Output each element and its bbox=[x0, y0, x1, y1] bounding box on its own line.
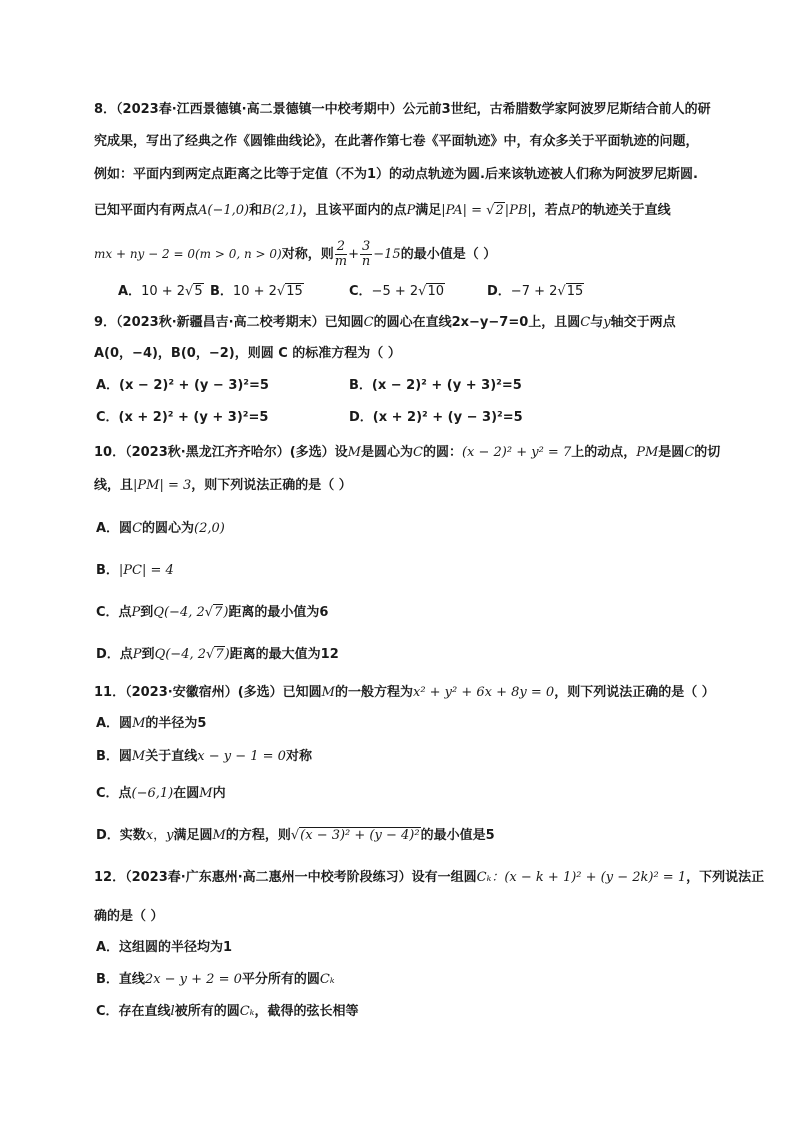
option-value: 10 + 2 bbox=[232, 284, 277, 299]
var-y: y bbox=[603, 315, 611, 330]
q12-text-1a: 12．（2023春·广东惠州·高二惠州一中校考阶段练习）设有一组圆 bbox=[94, 870, 477, 885]
q12-text-1b: ，下列说法正 bbox=[686, 870, 765, 885]
q10-option-d[interactable] bbox=[96, 646, 339, 664]
line-equation: 2x − y + 2 = 0 bbox=[144, 972, 242, 987]
q10-text-1d: 上的动点， bbox=[571, 445, 637, 460]
circle-c-2: C bbox=[580, 315, 591, 330]
option-text: A．这组圆的半径均为1 bbox=[96, 940, 233, 955]
option-text: 的半径为5 bbox=[145, 716, 207, 731]
sqrt-icon: √ bbox=[290, 828, 300, 843]
q10-option-a[interactable] bbox=[96, 520, 225, 538]
point-m: M bbox=[347, 445, 361, 460]
cond-left: |PA| = bbox=[441, 203, 487, 218]
circle-m: M bbox=[212, 828, 226, 843]
point-p: P bbox=[131, 605, 141, 620]
distance-expr: (x − 3)² + (y − 4)² bbox=[300, 828, 420, 843]
frac1-num: 2 bbox=[335, 240, 347, 255]
q9-text-1c: 上，且圆 bbox=[528, 315, 581, 330]
circle-ck: Cₖ bbox=[319, 972, 335, 987]
line-l: l bbox=[170, 1004, 175, 1019]
q9-option-a[interactable] bbox=[96, 377, 269, 395]
point-q-close: ) bbox=[224, 647, 230, 662]
point-q: Q bbox=[153, 605, 164, 620]
option-text: 到 bbox=[141, 647, 155, 662]
center-point: (2,0) bbox=[194, 521, 225, 536]
q10-text-1b: 是圆心为 bbox=[360, 445, 413, 460]
q10-option-c[interactable] bbox=[96, 604, 328, 622]
option-text: 内 bbox=[212, 786, 226, 801]
point-p: P bbox=[406, 203, 416, 218]
q11-line-1 bbox=[94, 684, 715, 702]
option-text: 的圆心为 bbox=[142, 521, 195, 536]
line-equation: x − y − 1 = 0 bbox=[197, 749, 286, 764]
circle-c: C bbox=[132, 521, 143, 536]
sqrt-icon: √ bbox=[206, 647, 215, 662]
option-text: B． bbox=[96, 563, 119, 578]
point-b: B(2,1) bbox=[262, 203, 303, 218]
q8-text-4a: 已知平面内有两点 bbox=[94, 203, 199, 218]
q8-text-4e: ，若点 bbox=[531, 203, 571, 218]
point-p: P bbox=[132, 647, 142, 662]
q8-option-a[interactable] bbox=[118, 283, 204, 301]
sqrt-icon: √ bbox=[185, 284, 194, 299]
q8-option-c[interactable] bbox=[349, 283, 445, 301]
option-text: 平分所有的圆 bbox=[241, 972, 320, 987]
sqrt-icon: √ bbox=[276, 284, 286, 299]
option-label: C． bbox=[349, 284, 372, 299]
option-text: C．点 bbox=[96, 605, 132, 620]
point-q-close: ) bbox=[223, 605, 229, 620]
pc-length: |PC| = 4 bbox=[118, 563, 174, 578]
q8-text-3: 例如：平面内到两定点距离之比等于定值（不为1）的动点轨迹为圆.后来该轨迹被人们称为阿波罗尼斯圆. bbox=[94, 167, 698, 182]
q8-line-4 bbox=[94, 202, 671, 220]
option-text: A．圆 bbox=[96, 521, 133, 536]
q8-line-5 bbox=[94, 240, 496, 269]
q9-option-b[interactable] bbox=[349, 377, 522, 395]
q8-line-1 bbox=[94, 101, 711, 119]
option-text: C．存在直线 bbox=[96, 1004, 171, 1019]
q8-line-2 bbox=[94, 133, 699, 151]
q9-text-2: A(0，−4)，B(0，−2)，则圆 C 的标准方程为（ ） bbox=[94, 346, 401, 361]
q12-option-c[interactable] bbox=[96, 1003, 358, 1021]
cond-sqrt: 2 bbox=[495, 203, 504, 218]
q9-option-c[interactable] bbox=[96, 409, 268, 427]
q9-text-1a: 9．（2023秋·新疆昌吉·高二校考期末）已知圆 bbox=[94, 315, 364, 330]
option-value: 10 + 2 bbox=[141, 284, 186, 299]
point-q-coords: (−4, 2 bbox=[165, 647, 207, 662]
option-text: 关于直线 bbox=[145, 749, 198, 764]
option-text: D．点 bbox=[96, 647, 133, 662]
q8-text-4d: 满足 bbox=[415, 203, 442, 218]
option-text: 距离的最大值为12 bbox=[229, 647, 339, 662]
frac2-num: 3 bbox=[361, 239, 371, 254]
q8-text-4c: ，且该平面内的点 bbox=[302, 203, 407, 218]
option-text: 被所有的圆 bbox=[174, 1004, 240, 1019]
q11-text-1a: 11．（2023·安徽宿州）(多选）已知圆 bbox=[94, 685, 322, 700]
comma: ， bbox=[153, 828, 167, 843]
line-equation: 2x−y−7=0 bbox=[451, 315, 529, 330]
q10-text-1e: 是圆 bbox=[658, 445, 685, 460]
option-text: A．(x − 2)² + (y − 3)²=5 bbox=[96, 378, 269, 393]
pm-length: |PM| = 3 bbox=[133, 478, 192, 493]
option-text: 的方程，则 bbox=[225, 828, 291, 843]
var-y: y bbox=[166, 828, 174, 843]
q10-text-1c: 的圆： bbox=[422, 445, 462, 460]
option-text: C．(x + 2)² + (y + 3)²=5 bbox=[96, 410, 269, 425]
q10-text-1a: 10．（2023秋·黑龙江齐齐哈尔）(多选）设 bbox=[94, 445, 348, 460]
circle-c-2: C bbox=[684, 445, 695, 460]
option-label: B． bbox=[210, 284, 233, 299]
line-equation: mx + ny − 2 = 0(m > 0, n > 0) bbox=[94, 247, 282, 261]
option-sqrt: 15 bbox=[286, 284, 303, 299]
option-sqrt: 7 bbox=[215, 647, 224, 662]
sqrt-icon: √ bbox=[557, 284, 566, 299]
circle-ck: Cₖ bbox=[476, 870, 492, 885]
q8-text-5a: 对称，则 bbox=[281, 247, 334, 262]
q10-text-1f: 的切 bbox=[694, 445, 721, 460]
q8-option-b[interactable] bbox=[210, 283, 304, 301]
q9-line-1 bbox=[94, 314, 676, 332]
q11-option-d[interactable] bbox=[96, 827, 495, 845]
option-text: C．点 bbox=[96, 786, 132, 801]
q10-line-1 bbox=[94, 444, 720, 462]
option-sqrt: 15 bbox=[566, 284, 584, 299]
point-p-2: P bbox=[570, 203, 580, 218]
q10-line-2 bbox=[94, 477, 352, 495]
option-sqrt: 10 bbox=[427, 284, 444, 299]
point: (−6,1) bbox=[131, 786, 174, 801]
q9-line-2 bbox=[94, 345, 401, 363]
q12-option-a[interactable] bbox=[96, 939, 232, 957]
plus-sign: + bbox=[348, 247, 359, 262]
fraction-2-over-m bbox=[335, 240, 347, 269]
q8-text-4f: 的轨迹关于直线 bbox=[579, 203, 671, 218]
q9-text-1b: 的圆心在直线 bbox=[373, 315, 452, 330]
option-text: 到 bbox=[140, 605, 154, 620]
circle-m: M bbox=[321, 685, 335, 700]
option-value: −5 + 2 bbox=[371, 284, 419, 299]
q8-option-d[interactable] bbox=[487, 283, 584, 301]
circle-m: M bbox=[132, 716, 146, 731]
sqrt-icon: √ bbox=[486, 203, 495, 218]
circle-equation: x² + y² + 6x + 8y = 0 bbox=[412, 685, 555, 700]
q12-text-2: 确的是（ ） bbox=[94, 909, 164, 924]
frac2-den: n bbox=[361, 254, 371, 269]
q10-text-2a: 线，且 bbox=[94, 478, 134, 493]
q8-line-3 bbox=[94, 166, 698, 184]
segment-pm: PM bbox=[636, 445, 659, 460]
q12-line-1 bbox=[94, 869, 764, 887]
option-text: ，截得的弦长相等 bbox=[254, 1004, 359, 1019]
q9-text-1e: 轴交于两点 bbox=[610, 315, 676, 330]
option-label: A． bbox=[118, 284, 142, 299]
point-q-coords: (−4, 2 bbox=[163, 605, 205, 620]
option-text: B．圆 bbox=[96, 749, 132, 764]
q8-text-4b: 和 bbox=[249, 203, 263, 218]
q11-text-1b: 的一般方程为 bbox=[334, 685, 413, 700]
circle-c: C bbox=[363, 315, 374, 330]
option-text: D．(x + 2)² + (y − 3)²=5 bbox=[349, 410, 523, 425]
q12-line-2 bbox=[94, 908, 164, 926]
q11-text-1c: ，则下列说法正确的是（ ） bbox=[554, 685, 715, 700]
var-x: x bbox=[145, 828, 154, 843]
frac1-den: m bbox=[334, 254, 348, 269]
point-q: Q bbox=[154, 647, 166, 662]
q11-option-c[interactable] bbox=[96, 785, 226, 803]
fraction-3-over-n bbox=[360, 240, 372, 269]
q9-option-d[interactable] bbox=[349, 409, 523, 427]
option-text: 的最小值是5 bbox=[420, 828, 495, 843]
option-label: D． bbox=[487, 284, 511, 299]
circle-c: C bbox=[412, 445, 423, 460]
option-text: B．直线 bbox=[96, 972, 145, 987]
option-text: 在圆 bbox=[173, 786, 200, 801]
q11-option-b[interactable] bbox=[96, 748, 312, 766]
circle-equation: ：(x − k + 1)² + (y − 2k)² = 1 bbox=[491, 870, 687, 885]
option-text: 距离的最小值为6 bbox=[228, 605, 329, 620]
cond-right: |PB| bbox=[504, 203, 532, 218]
option-text: A．圆 bbox=[96, 716, 133, 731]
sqrt-icon: √ bbox=[204, 605, 214, 620]
option-text: B．(x − 2)² + (y + 3)²=5 bbox=[349, 378, 522, 393]
q8-text-2: 究成果，写出了经典之作《圆锥曲线论》，在此著作第七卷《平面轨迹》中，有众多关于平面轨迹的问题， bbox=[94, 134, 699, 149]
circle-m: M bbox=[131, 749, 146, 764]
q10-text-2b: ，则下列说法正确的是（ ） bbox=[191, 478, 352, 493]
option-text: 对称 bbox=[285, 749, 312, 764]
point-a: A(−1,0) bbox=[198, 203, 250, 218]
q8-text-5b: 的最小值是（ ） bbox=[400, 247, 497, 262]
sqrt-icon: √ bbox=[418, 284, 427, 299]
option-text: D．实数 bbox=[96, 828, 146, 843]
option-sqrt: 7 bbox=[214, 605, 223, 620]
circle-ck: Cₖ bbox=[239, 1004, 255, 1019]
q11-option-a[interactable] bbox=[96, 715, 206, 733]
q12-option-b[interactable] bbox=[96, 971, 335, 989]
q8-text-1: 8．（2023春·江西景德镇·高二景德镇一中校考期中）公元前3世纪，古希腊数学家阿波罗尼斯结合前人的研 bbox=[94, 102, 711, 117]
circle-equation: (x − 2)² + y² = 7 bbox=[461, 445, 572, 460]
circle-m: M bbox=[199, 786, 213, 801]
option-value: −7 + 2 bbox=[510, 284, 558, 299]
q9-text-1d: 与 bbox=[590, 315, 604, 330]
minus-15: −15 bbox=[373, 247, 401, 262]
q10-option-b[interactable] bbox=[96, 562, 174, 580]
option-text: 满足圆 bbox=[173, 828, 213, 843]
option-sqrt: 5 bbox=[194, 284, 203, 299]
